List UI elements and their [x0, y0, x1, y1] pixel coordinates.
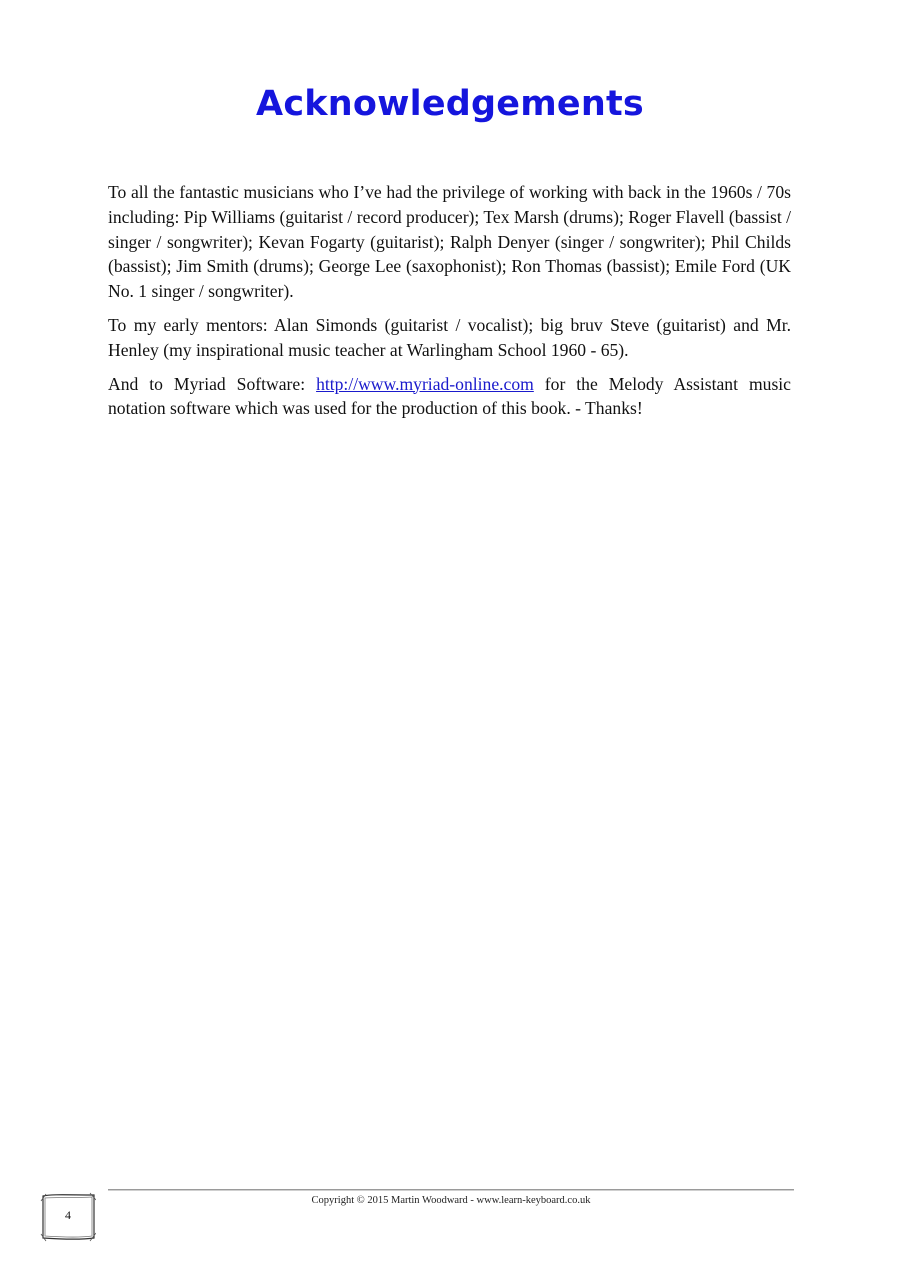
paragraph-software-rest: for the Melody Assistant music notation software which was used for the production of this book. - Thanks!: [108, 373, 791, 419]
paragraph-software-intro: And to Myriad Software:: [108, 373, 317, 394]
page-number: 4: [65, 1208, 71, 1222]
paragraph-musicians: To all the fantastic musicians who I’ve had the privilege of working with back in the 1960s / 70s including: Pip Williams (guitarist / record producer); Tex Marsh (drums); Roger Flavell (bassist / singer / songwriter); Kevan Fogarty (guitarist); Ralph Denyer (singer / songwriter); Phil Childs (bassist); Jim Smith (drums); George Lee (saxophonist); Ron Thomas (bassist); Emile Ford (UK No. 1 singer / songwriter).: [108, 182, 791, 302]
page-title: Acknowledgements: [256, 84, 644, 124]
page-number-box: [40, 1192, 96, 1242]
footer-divider: [108, 1189, 794, 1191]
footer-copyright: Copyright © 2015 Martin Woodward - www.learn-keyboard.co.uk: [311, 1195, 591, 1206]
acknowledgements-body: [108, 180, 791, 430]
myriad-software-link[interactable]: http://www.myriad-online.com: [316, 373, 534, 394]
paragraph-mentors: To my early mentors: Alan Simonds (guitarist / vocalist); big bruv Steve (guitarist) and Mr. Henley (my inspirational music teacher at Warlingham School 1960 - 65).: [108, 314, 791, 360]
paragraph-software: [108, 372, 791, 422]
